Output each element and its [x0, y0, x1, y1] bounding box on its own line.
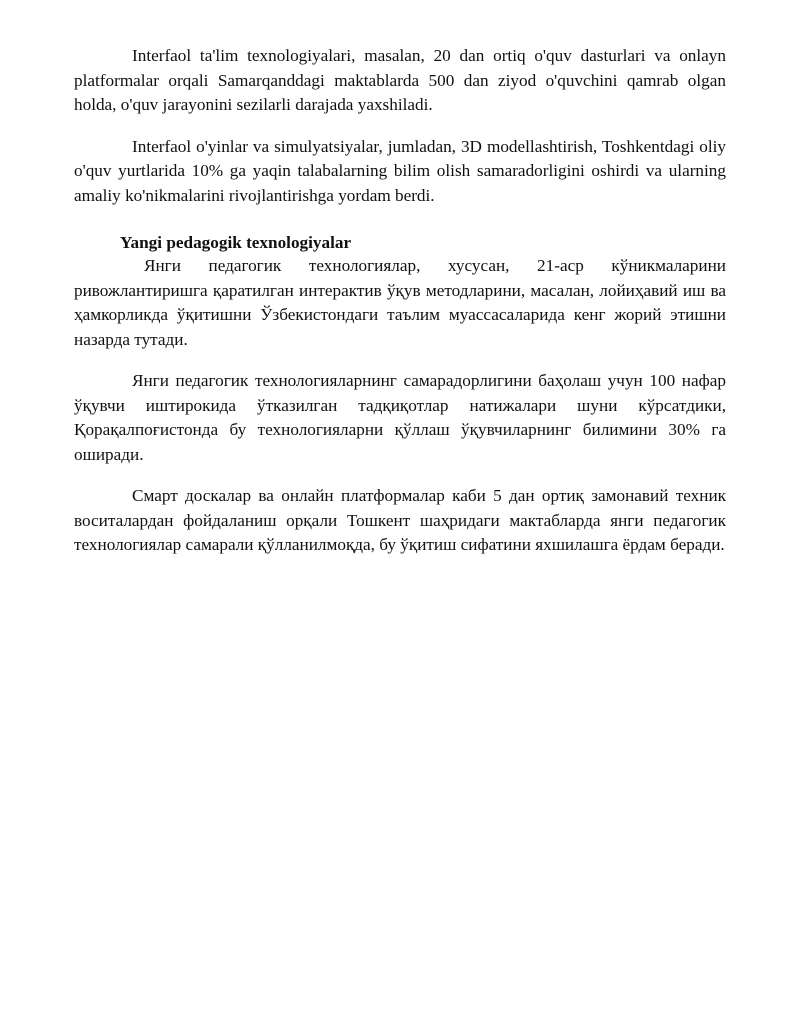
paragraph-smart-boards: Смарт доскалар ва онлайн платформалар каби 5 дан ортиқ замонавий техник воситалардан фойдаланиш орқали Тошкент шаҳридаги мактабларда янги педагогик технологиялар самарали қўлланилмоқда, бу ўқитиш сифатини яхшилашга ёрдам беради. — [74, 486, 726, 554]
paragraph-new-technologies: Янги педагогик технологиялар, хусусан, 21-аср кўникмаларини ривожлантиришга қаратилган интерактив ўқув методларини, масалан, лойиҳавий иш ва ҳамкорликда ўқитишни Ўзбекистондаги таълим муассасаларида кенг жорий этишни назарда тутади. — [74, 256, 726, 349]
document-page — [74, 44, 726, 558]
section-heading: Yangi pedagogik texnologiyalar — [120, 233, 352, 252]
paragraph-effectiveness-study: Янги педагогик технологияларнинг самарадорлигини баҳолаш учун 100 нафар ўқувчи иштирокида ўтказилган тадқиқотлар натижалари шуни кўрсатдики, Қорақалпоғистонда бу технологияларни қўллаш ўқувчиларнинг билимини 30% га оширади. — [74, 371, 726, 464]
paragraph-interactive-technologies: Interfaol ta'lim texnologiyalari, masalan, 20 dan ortiq o'quv dasturlari va onlayn platformalar orqali Samarqanddagi maktablarda 500 dan ziyod o'quvchini qamrab olgan holda, o'quv jarayonini sezilarli darajada yaxshiladi. — [74, 46, 726, 114]
paragraph-interactive-games: Interfaol o'yinlar va simulyatsiyalar, jumladan, 3D modellashtirish, Toshkentdagi oliy o'quv yurtlarida 10% ga yaqin talabalarning bilim olish samaradorligini oshirdi va ularning amaliy ko'nikmalarini rivojlantirishga yordam berdi. — [74, 136, 726, 205]
